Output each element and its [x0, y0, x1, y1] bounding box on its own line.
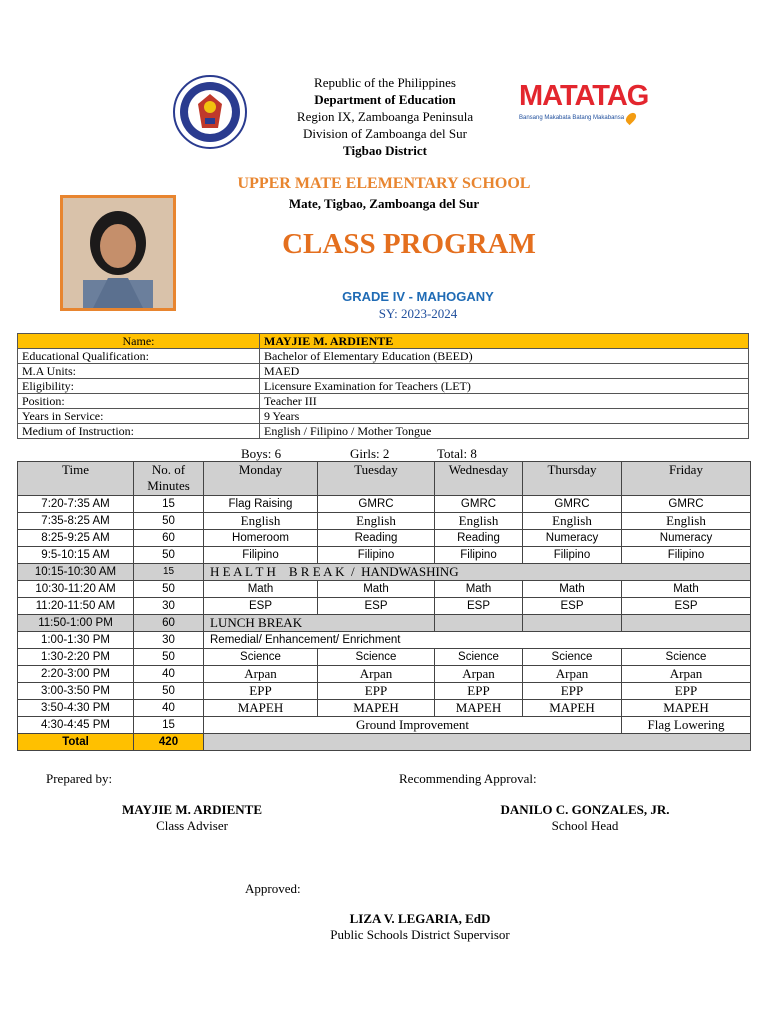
- subject-cell: English: [622, 513, 751, 530]
- total-label: Total: [18, 734, 134, 751]
- empty-cell: [622, 615, 751, 632]
- info-value: Licensure Examination for Teachers (LET): [260, 379, 749, 394]
- info-row: [18, 349, 749, 364]
- subject-cell: Arpan: [435, 666, 523, 683]
- minutes-cell: 50: [134, 547, 204, 564]
- info-row: [18, 394, 749, 409]
- time-cell: 11:50-1:00 PM: [18, 615, 134, 632]
- info-label: Eligibility:: [18, 379, 260, 394]
- remedial-cell: Remedial/ Enhancement/ Enrichment: [204, 632, 751, 649]
- col-header-tuesday: Tuesday: [318, 462, 435, 496]
- subject-cell: Arpan: [204, 666, 318, 683]
- minutes-cell: 60: [134, 530, 204, 547]
- subject-cell: ESP: [318, 598, 435, 615]
- subject-cell: EPP: [318, 683, 435, 700]
- matatag-logo: [519, 80, 649, 140]
- table-row: [18, 530, 751, 547]
- subject-cell: MAPEH: [622, 700, 751, 717]
- minutes-cell: 50: [134, 581, 204, 598]
- adviser-name: MAYJIE M. ARDIENTE: [121, 802, 262, 817]
- time-cell: 11:20-11:50 AM: [18, 598, 134, 615]
- info-value: English / Filipino / Mother Tongue: [260, 424, 749, 439]
- col-header-minutes: No. of Minutes: [134, 462, 204, 496]
- header-line-region: Region IX, Zamboanga Peninsula: [296, 109, 474, 124]
- col-header-thursday: Thursday: [523, 462, 622, 496]
- table-row: [18, 496, 751, 513]
- prepared-by-label: Prepared by:: [46, 771, 113, 786]
- minutes-cell: 40: [134, 700, 204, 717]
- supervisor-name: LIZA V. LEGARIA, EdD: [349, 911, 491, 926]
- col-header-time: Time: [18, 462, 134, 496]
- subject-cell: Filipino: [204, 547, 318, 564]
- subject-cell: Math: [622, 581, 751, 598]
- minutes-cell: 15: [134, 564, 204, 581]
- health-break-cell: H E A L T H B R E A K / HANDWASHING: [204, 564, 751, 581]
- info-label: Educational Qualification:: [18, 349, 260, 364]
- info-label: Years in Service:: [18, 409, 260, 424]
- subject-cell: GMRC: [435, 496, 523, 513]
- matatag-tagline: Bansang Makabata Batang Makabansa: [519, 115, 625, 121]
- subject-cell: Arpan: [318, 666, 435, 683]
- subject-cell: Numeracy: [622, 530, 751, 547]
- table-row: [18, 632, 751, 649]
- schedule-header-row: [18, 462, 751, 496]
- minutes-cell: 30: [134, 632, 204, 649]
- subject-cell: MAPEH: [318, 700, 435, 717]
- time-cell: 4:30-4:45 PM: [18, 717, 134, 734]
- info-label: M.A Units:: [18, 364, 260, 379]
- deped-seal-logo: [172, 74, 248, 150]
- teacher-info-table: [17, 333, 749, 439]
- table-row: [18, 649, 751, 666]
- subject-cell: Filipino: [318, 547, 435, 564]
- subject-cell: English: [523, 513, 622, 530]
- matatag-heart-icon: [624, 111, 638, 125]
- subject-cell: ESP: [523, 598, 622, 615]
- school-address: Mate, Tigbao, Zamboanga del Sur: [288, 196, 480, 211]
- info-label: Name:: [18, 334, 260, 349]
- subject-cell: ESP: [435, 598, 523, 615]
- time-cell: 8:25-9:25 AM: [18, 530, 134, 547]
- table-row: [18, 581, 751, 598]
- minutes-cell: 50: [134, 513, 204, 530]
- minutes-cell: 30: [134, 598, 204, 615]
- table-row: [18, 598, 751, 615]
- info-row: [18, 409, 749, 424]
- time-cell: 10:30-11:20 AM: [18, 581, 134, 598]
- subject-cell: Reading: [435, 530, 523, 547]
- minutes-cell: 15: [134, 496, 204, 513]
- lunch-break-cell: LUNCH BREAK: [204, 615, 435, 632]
- table-row-total: [18, 734, 751, 751]
- subject-cell: Flag Raising: [204, 496, 318, 513]
- subject-cell: MAPEH: [435, 700, 523, 717]
- time-cell: 1:30-2:20 PM: [18, 649, 134, 666]
- table-row: [18, 717, 751, 734]
- subject-cell: Reading: [318, 530, 435, 547]
- time-cell: 7:35-8:25 AM: [18, 513, 134, 530]
- time-cell: 9:5-10:15 AM: [18, 547, 134, 564]
- school-year: SY: 2023-2024: [378, 306, 458, 321]
- subject-cell: EPP: [204, 683, 318, 700]
- subject-cell: Science: [622, 649, 751, 666]
- info-value: MAED: [260, 364, 749, 379]
- minutes-cell: 60: [134, 615, 204, 632]
- girls-count: Girls: 2: [350, 446, 390, 461]
- class-schedule-table: [17, 461, 751, 751]
- subject-cell: ESP: [204, 598, 318, 615]
- header-address-block: [250, 74, 520, 159]
- subject-cell: Numeracy: [523, 530, 622, 547]
- table-row: [18, 666, 751, 683]
- ground-improvement-cell: Ground Improvement: [204, 717, 622, 734]
- subject-cell: MAPEH: [523, 700, 622, 717]
- header-line-republic: Republic of the Philippines: [314, 75, 456, 90]
- subject-cell: English: [204, 513, 318, 530]
- subject-cell: Filipino: [622, 547, 751, 564]
- header-line-department: Department of Education: [314, 92, 456, 107]
- table-row: [18, 547, 751, 564]
- table-row: [18, 700, 751, 717]
- table-row: [18, 513, 751, 530]
- info-row: [18, 379, 749, 394]
- table-row-health-break: [18, 564, 751, 581]
- subject-cell: Math: [318, 581, 435, 598]
- subject-cell: EPP: [435, 683, 523, 700]
- col-header-monday: Monday: [204, 462, 318, 496]
- recommending-approval-label: Recommending Approval:: [399, 771, 537, 786]
- subject-cell: Science: [523, 649, 622, 666]
- subject-cell: Arpan: [622, 666, 751, 683]
- page-title: CLASS PROGRAM: [282, 228, 536, 260]
- subject-cell: Filipino: [435, 547, 523, 564]
- grade-section: GRADE IV - MAHOGANY: [342, 289, 494, 304]
- time-cell: 3:00-3:50 PM: [18, 683, 134, 700]
- empty-cell: [523, 615, 622, 632]
- time-cell: 1:00-1:30 PM: [18, 632, 134, 649]
- empty-cell: [204, 734, 751, 751]
- subject-cell: Homeroom: [204, 530, 318, 547]
- school-name: UPPER MATE ELEMENTARY SCHOOL: [237, 175, 531, 192]
- info-value: Bachelor of Elementary Education (BEED): [260, 349, 749, 364]
- time-cell: 3:50-4:30 PM: [18, 700, 134, 717]
- flag-lowering-cell: Flag Lowering: [622, 717, 751, 734]
- school-head-title: School Head: [551, 818, 619, 833]
- supervisor-title: Public Schools District Supervisor: [330, 927, 510, 942]
- header-line-district: Tigbao District: [343, 143, 427, 158]
- subject-cell: ESP: [622, 598, 751, 615]
- subject-cell: GMRC: [523, 496, 622, 513]
- info-row: [18, 364, 749, 379]
- subject-cell: Math: [435, 581, 523, 598]
- info-row-name: [18, 334, 749, 349]
- table-row: [18, 683, 751, 700]
- subject-cell: GMRC: [318, 496, 435, 513]
- info-label: Medium of Instruction:: [18, 424, 260, 439]
- info-value: Teacher III: [260, 394, 749, 409]
- header-line-division: Division of Zamboanga del Sur: [303, 126, 467, 141]
- col-header-friday: Friday: [622, 462, 751, 496]
- school-head-name: DANILO C. GONZALES, JR.: [500, 802, 670, 817]
- subject-cell: English: [435, 513, 523, 530]
- empty-cell: [435, 615, 523, 632]
- info-row: [18, 424, 749, 439]
- minutes-cell: 50: [134, 683, 204, 700]
- info-label: Position:: [18, 394, 260, 409]
- minutes-cell: 15: [134, 717, 204, 734]
- approved-label: Approved:: [245, 881, 301, 896]
- subject-cell: Filipino: [523, 547, 622, 564]
- col-header-wednesday: Wednesday: [435, 462, 523, 496]
- subject-cell: Math: [523, 581, 622, 598]
- info-value: MAYJIE M. ARDIENTE: [260, 334, 749, 349]
- subject-cell: EPP: [622, 683, 751, 700]
- subject-cell: GMRC: [622, 496, 751, 513]
- subject-cell: Science: [318, 649, 435, 666]
- subject-cell: MAPEH: [204, 700, 318, 717]
- total-minutes: 420: [134, 734, 204, 751]
- total-count: Total: 8: [437, 446, 477, 461]
- subject-cell: English: [318, 513, 435, 530]
- subject-cell: Science: [435, 649, 523, 666]
- info-value: 9 Years: [260, 409, 749, 424]
- adviser-title: Class Adviser: [156, 818, 228, 833]
- subject-cell: Arpan: [523, 666, 622, 683]
- matatag-wordmark: MATATAG: [519, 80, 649, 112]
- subject-cell: Math: [204, 581, 318, 598]
- time-cell: 7:20-7:35 AM: [18, 496, 134, 513]
- subject-cell: EPP: [523, 683, 622, 700]
- table-row-lunch: [18, 615, 751, 632]
- subject-cell: Science: [204, 649, 318, 666]
- minutes-cell: 40: [134, 666, 204, 683]
- minutes-cell: 50: [134, 649, 204, 666]
- time-cell: 2:20-3:00 PM: [18, 666, 134, 683]
- boys-count: Boys: 6: [241, 446, 282, 461]
- time-cell: 10:15-10:30 AM: [18, 564, 134, 581]
